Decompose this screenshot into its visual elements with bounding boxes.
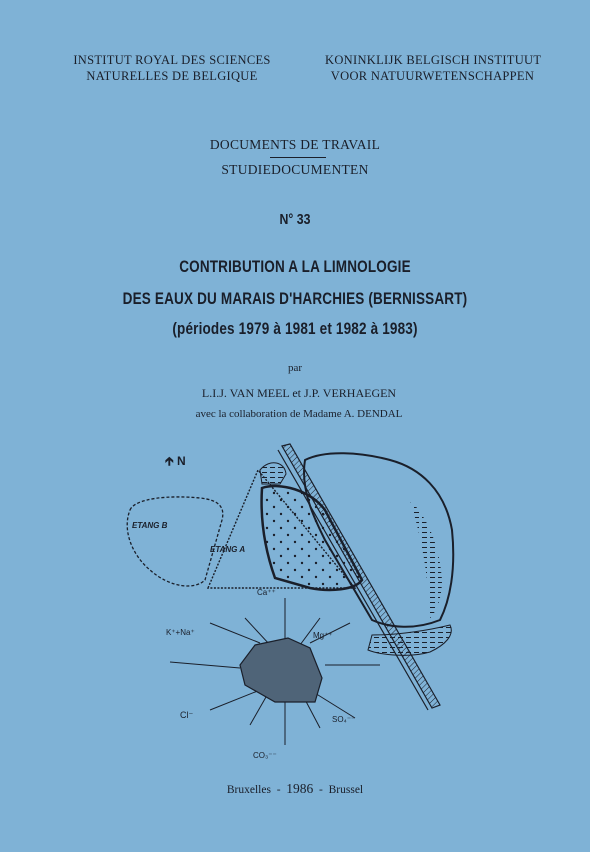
- institute-name-nl: [325, 52, 540, 84]
- institute-nl-line1: KONINKLIJK BELGISCH INSTITUUT: [325, 53, 542, 67]
- marsh-map-illustration: [110, 440, 470, 780]
- north-label: N: [176, 454, 186, 468]
- ion-label-k-na: K⁺+Na⁺: [166, 628, 195, 637]
- ion-label-cl: Cl⁻: [180, 710, 194, 720]
- footer-year: 1986: [286, 781, 314, 796]
- north-arrow-icon: 🡱: [165, 454, 174, 468]
- collaboration-note: avec la collaboration de Madame A. DENDAL: [195, 408, 403, 420]
- title-line-1: CONTRIBUTION A LA LIMNOLOGIE: [179, 258, 411, 276]
- institute-fr-line2: NATURELLES DE BELGIQUE: [86, 69, 258, 83]
- institute-nl-line2: VOOR NATUURWETENSCHAPPEN: [330, 69, 535, 83]
- title-line-2: DES EAUX DU MARAIS D'HARCHIES (BERNISSART): [122, 290, 468, 308]
- by-label: par: [287, 362, 303, 374]
- institute-name-fr: [72, 52, 272, 84]
- etang-a-label: ETANG A: [210, 545, 246, 554]
- series-divider: [270, 157, 326, 158]
- series-title-fr: DOCUMENTS DE TRAVAIL: [209, 137, 381, 152]
- marsh-stippled: [262, 486, 362, 590]
- wetland-lower: [368, 625, 451, 655]
- document-number: N° 33: [279, 211, 311, 228]
- wetland-small: [260, 463, 286, 484]
- etang-b-outline: [127, 497, 223, 586]
- institute-fr-line1: INSTITUT ROYAL DES SCIENCES: [73, 53, 271, 67]
- ion-polygon: [240, 638, 322, 702]
- authors: L.I.J. VAN MEEL et J.P. VERHAEGEN: [201, 386, 397, 400]
- title-line-3: (périodes 1979 à 1981 et 1982 à 1983): [172, 320, 418, 338]
- ion-label-co3: CO₃⁻⁻: [253, 751, 277, 760]
- ion-label-so4: SO₄⁻⁻: [332, 715, 356, 724]
- footer-city-nl: Brussel: [328, 784, 364, 796]
- footer-imprint: Bruxelles - 1986 - Brussel: [226, 781, 364, 796]
- etang-b-label: ETANG B: [132, 521, 168, 530]
- series-title-nl: STUDIEDOCUMENTEN: [221, 162, 369, 177]
- footer-city-fr: Bruxelles: [226, 784, 271, 796]
- eastern-pond-fringe: [410, 500, 442, 620]
- ion-label-mg: Mg⁺⁺: [313, 631, 333, 640]
- ion-label-ca: Ca⁺⁺: [257, 588, 276, 597]
